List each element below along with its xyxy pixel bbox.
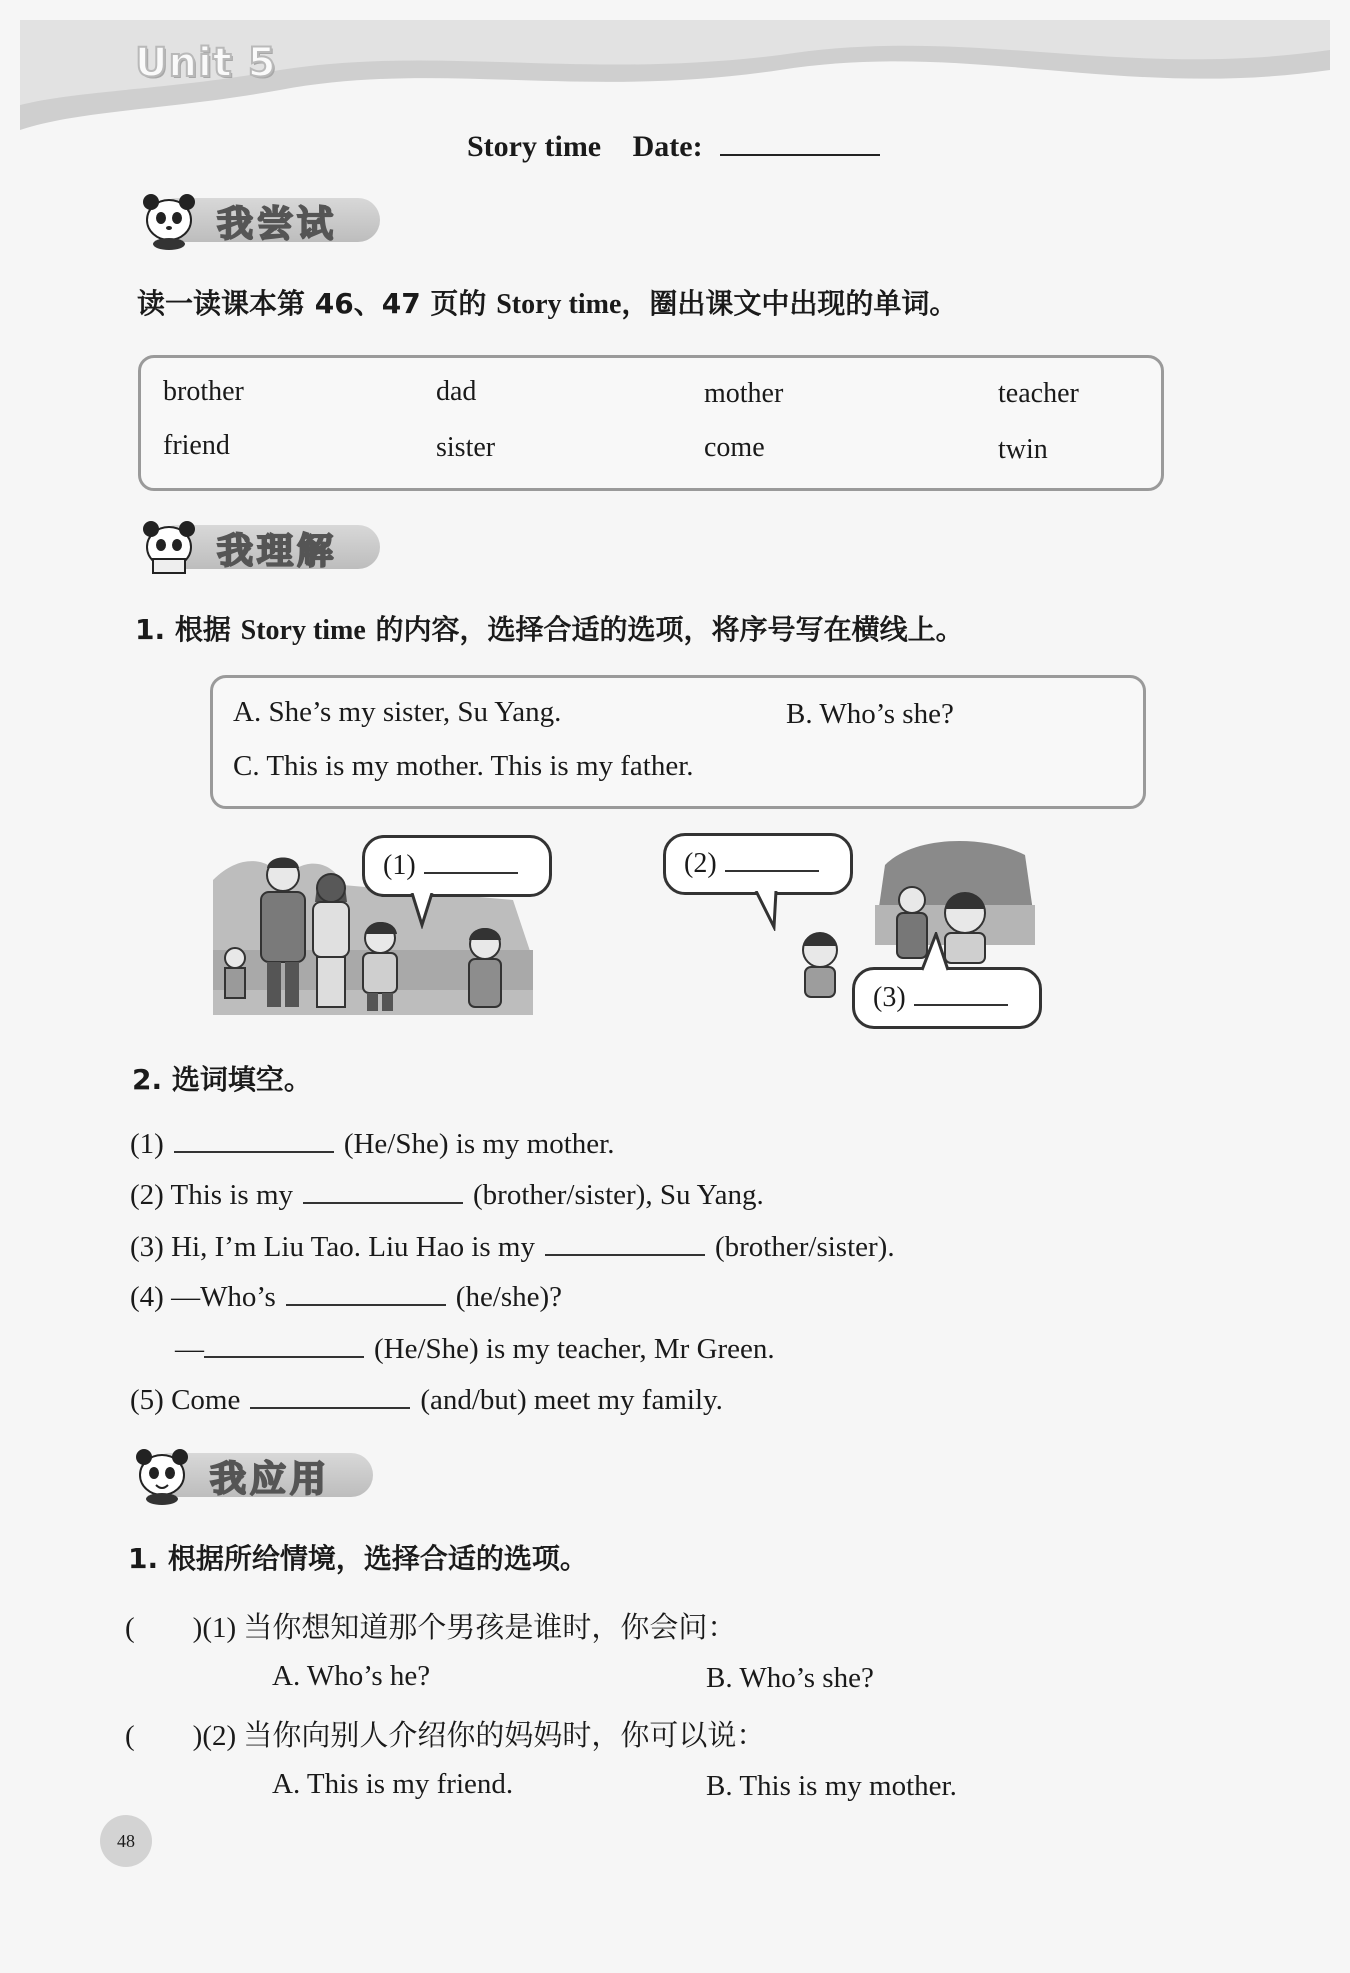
bubble-number: (1) (383, 850, 416, 881)
panda-icon (135, 188, 205, 250)
fill-item-5 (130, 1383, 723, 1417)
word-item[interactable]: friend (163, 430, 230, 461)
answer-parentheses[interactable]: ( ) (125, 1612, 203, 1644)
word-item[interactable]: dad (436, 376, 477, 407)
choice-question-1 (125, 1605, 736, 1646)
section2-q1-instruction (135, 608, 964, 648)
speech-bubble-2 (663, 833, 853, 895)
bubble-tail (918, 932, 952, 972)
fill-blank[interactable] (250, 1383, 410, 1409)
word-item[interactable]: brother (163, 376, 244, 407)
answer-blank[interactable] (725, 846, 819, 872)
badge-label: 我尝试 (217, 204, 338, 245)
page-title (467, 128, 880, 164)
question-text: (1) 当你想知道那个男孩是谁时，你会问： (202, 1612, 737, 1644)
bubble-tail (752, 891, 782, 931)
choice-2-option-b: B. This is my mother. (706, 1770, 957, 1802)
panda-icon (128, 1443, 198, 1505)
section1-instruction (137, 282, 957, 322)
fill-blank[interactable] (286, 1280, 446, 1306)
answer-blank[interactable] (914, 980, 1008, 1006)
fill-blank[interactable] (303, 1178, 463, 1204)
instruction-text-en: Story time (496, 289, 622, 320)
fill-item-4 (130, 1280, 562, 1314)
badge-label: 我应用 (210, 1459, 331, 1500)
word-item[interactable]: come (704, 432, 765, 463)
fill-prefix: (3) Hi, I’m Liu Tao. Liu Hao is my (130, 1231, 535, 1263)
unit-label: Unit 5 (135, 40, 277, 86)
bubble-tail (408, 893, 438, 929)
fill-item-2 (130, 1178, 764, 1212)
instruction-text-1: 读一读课本第 46、47 页的 (137, 287, 497, 320)
section-badge-try (135, 188, 385, 246)
question-text: (2) 当你向别人介绍你的妈妈时，你可以说： (202, 1720, 766, 1752)
fill-prefix: (2) This is my (130, 1179, 293, 1211)
fill-prefix: (4) —Who’s (130, 1281, 276, 1313)
bubble-number: (3) (873, 982, 906, 1013)
fill-blank[interactable] (545, 1230, 705, 1256)
fill-suffix: (he/she)? (455, 1281, 563, 1313)
fill-blank[interactable] (174, 1127, 334, 1153)
section3-q1-title: 1. 根据所给情境，选择合适的选项。 (128, 1542, 588, 1575)
fill-prefix: (1) (130, 1128, 164, 1160)
badge-label: 我理解 (217, 531, 338, 572)
fill-item-3 (130, 1230, 895, 1264)
word-item[interactable]: twin (998, 434, 1048, 465)
instruction-text-2: ，圈出课文中出现的单词。 (621, 287, 958, 320)
choice-2-option-a: A. This is my friend. (272, 1768, 514, 1800)
fill-suffix: (He/She) is my mother. (343, 1128, 615, 1160)
choice-question-2 (125, 1713, 765, 1754)
choice-1-option-a: A. Who’s he? (272, 1660, 431, 1692)
fill-suffix: (brother/sister). (714, 1231, 895, 1263)
answer-parentheses[interactable]: ( ) (125, 1720, 203, 1752)
option-c: C. This is my mother. This is my father. (233, 750, 694, 782)
fill-prefix: (5) Come (130, 1384, 241, 1416)
q1-text-suffix: 的内容，选择合适的选项，将序号写在横线上。 (365, 613, 964, 646)
section-badge-apply (128, 1443, 378, 1501)
date-blank[interactable] (720, 128, 880, 156)
fill-item-4-answer (175, 1332, 775, 1366)
story-time-heading: Story time (467, 130, 602, 163)
speech-bubble-1 (362, 835, 552, 897)
q1-text-prefix: 1. 根据 (135, 613, 241, 646)
options-box (210, 675, 1146, 809)
bubble-number: (2) (684, 848, 717, 879)
fill-blank[interactable] (204, 1332, 364, 1358)
section-badge-understand (135, 515, 385, 573)
word-item[interactable]: teacher (998, 378, 1079, 409)
fill-suffix: (He/She) is my teacher, Mr Green. (374, 1333, 775, 1365)
answer-blank[interactable] (424, 848, 518, 874)
section2-q2-title: 2. 选词填空。 (132, 1063, 312, 1096)
word-item[interactable]: mother (704, 378, 784, 409)
choice-1-option-b: B. Who’s she? (706, 1662, 874, 1694)
fill-suffix: (and/but) meet my family. (420, 1384, 723, 1416)
q1-text-en: Story time (240, 615, 366, 646)
word-item[interactable]: sister (436, 432, 496, 463)
page-number: 48 (100, 1815, 152, 1867)
fill-suffix: (brother/sister), Su Yang. (473, 1179, 764, 1211)
word-box (138, 355, 1164, 491)
fill-item-1 (130, 1127, 614, 1161)
fill-prefix: — (175, 1333, 204, 1365)
date-label: Date: (632, 130, 703, 163)
panda-icon (135, 515, 205, 577)
option-b: B. Who’s she? (786, 698, 954, 730)
speech-bubble-3 (852, 967, 1042, 1029)
option-a: A. She’s my sister, Su Yang. (233, 696, 562, 728)
